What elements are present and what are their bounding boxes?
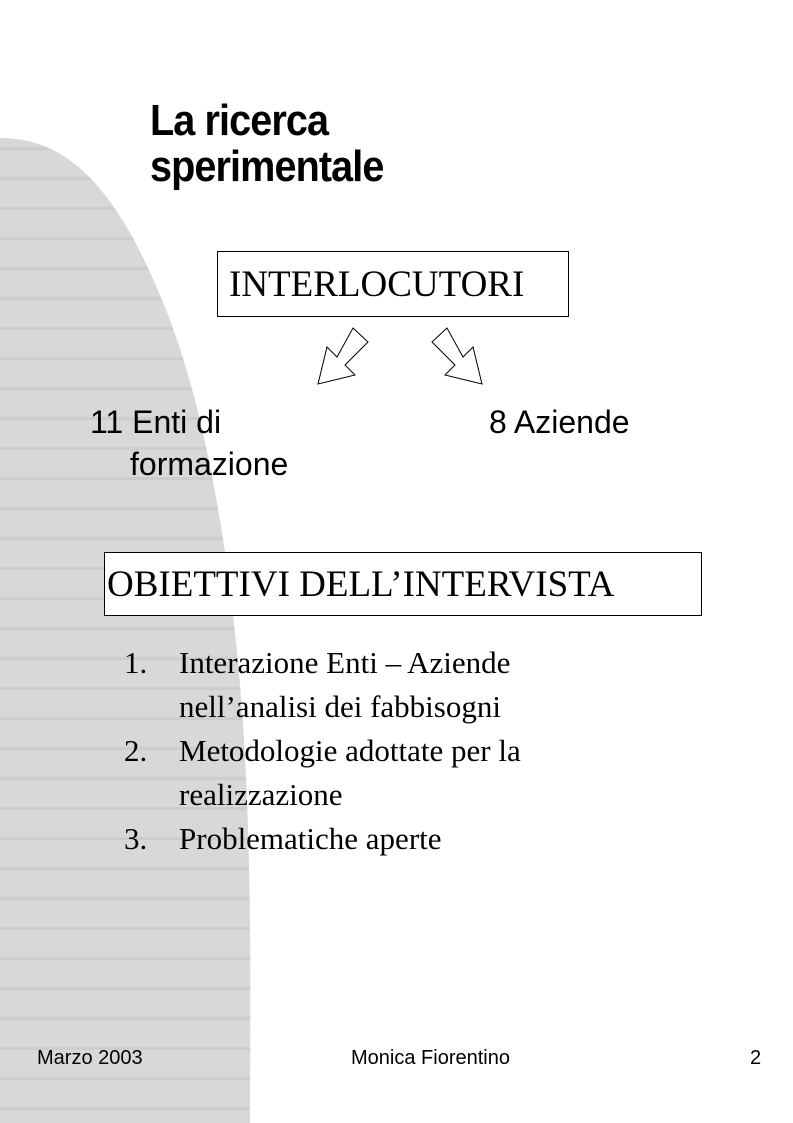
list-item-text: Metodologie adottate per la realizzazione [179,733,521,812]
branch-arrows [300,322,500,392]
list-item-text: Interazione Enti – Aziende nell’analisi dei fabbisogni [179,645,511,724]
footer-page-number: 2 [750,1047,762,1069]
footer-date: Marzo 2003 [37,1047,143,1069]
list-item-number: 1. [124,645,148,680]
arrow-down-left-icon [318,328,368,384]
enti-line-2: formazione [130,446,289,482]
interlocutori-box: INTERLOCUTORI [217,251,569,317]
list-item [124,729,609,817]
objectives-list [124,641,609,861]
curve-shape [0,138,250,1123]
enti-line-1: 11 Enti di [90,404,222,440]
slide-title [150,98,384,190]
list-item-number: 2. [124,733,148,768]
title-line-1: La ricerca [150,96,329,145]
aziende-branch-label: 8 Aziende [489,404,630,440]
list-item [124,641,609,729]
title-line-2: sperimentale [150,142,384,191]
list-item-text: Problematiche aperte [179,821,442,856]
obiettivi-box: OBIETTIVI DELL’INTERVISTA [104,552,702,616]
enti-branch-label [90,401,288,485]
arrow-down-right-icon [432,328,482,384]
list-item-number: 3. [124,821,148,856]
footer-author: Monica Fiorentino [351,1047,510,1069]
list-item [124,817,609,861]
